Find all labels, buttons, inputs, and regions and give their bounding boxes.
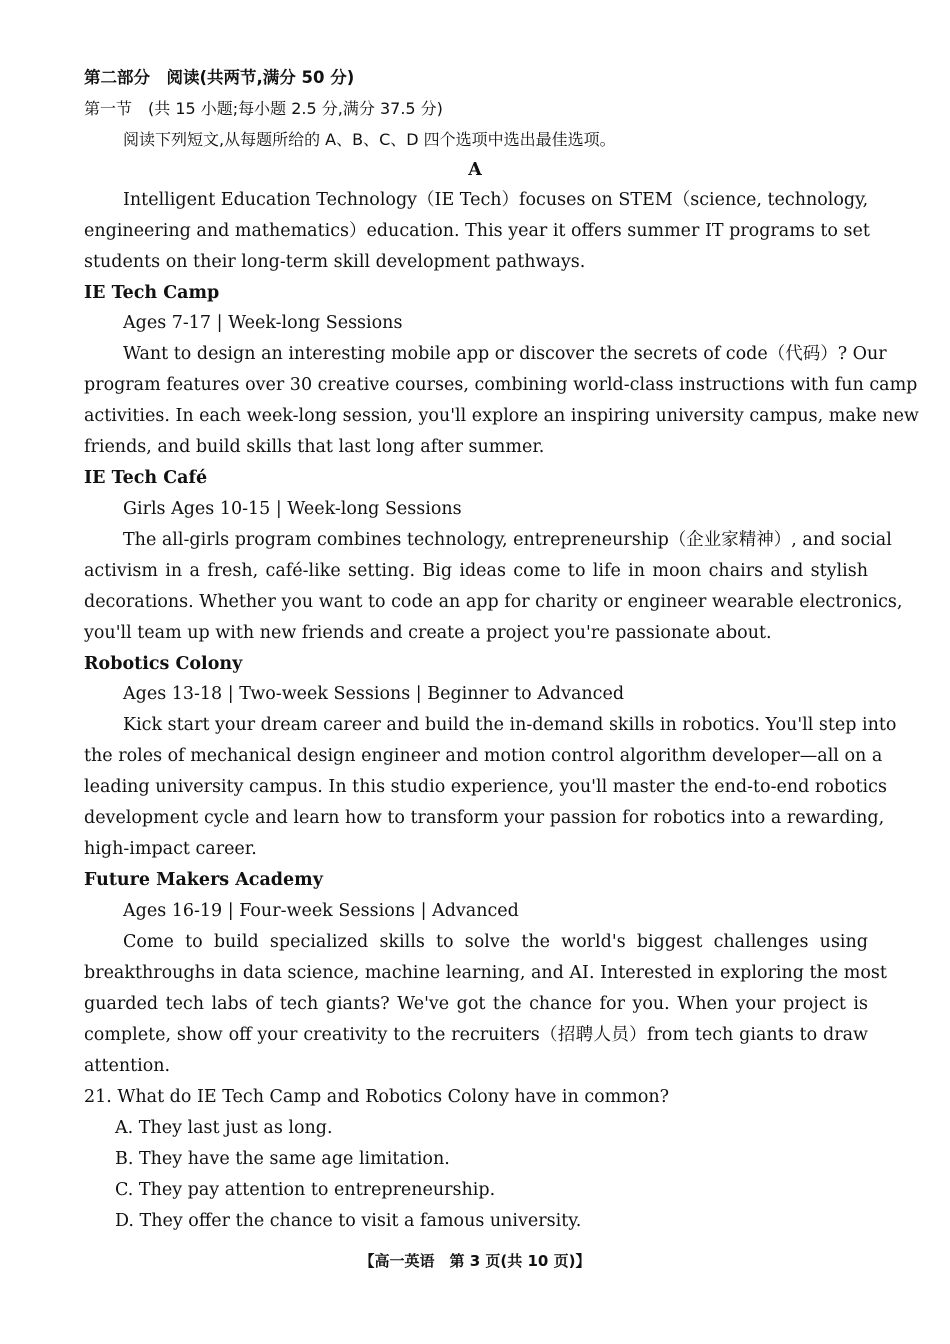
option-c: C. They pay attention to entrepreneurship. [115, 1180, 496, 1200]
section-title: 第一节 (共 15 小题;每小题 2.5 分,满分 37.5 分) [84, 99, 443, 118]
part-title: 第二部分 阅读(共两节,满分 50 分) [84, 68, 355, 87]
program-line: leading university campus. In this studio experience, you'll master the end-to-end robotics [84, 777, 887, 797]
program-line: Come to build specialized skills to solve the world's biggest challenges using [123, 932, 868, 952]
instruction: 阅读下列短文,从每题所给的 A、B、C、D 四个选项中选出最佳选项。 [123, 130, 616, 149]
page-footer: 【高一英语 第 3 页(共 10 页)】 [359, 1252, 591, 1270]
program-meta: Ages 16-19 | Four-week Sessions | Advanced [123, 901, 519, 921]
program-line: high-impact career. [84, 839, 257, 859]
program-line: decorations. Whether you want to code an app for charity or engineer wearable electronics, [84, 592, 903, 612]
program-line: complete, show off your creativity to the recruiters（招聘人员）from tech giants to draw [84, 1025, 868, 1045]
program-line: development cycle and learn how to transform your passion for robotics into a rewarding, [84, 808, 885, 828]
program-line: program features over 30 creative courses, combining world-class instructions with fun camp [84, 375, 918, 395]
option-a: A. They last just as long. [115, 1118, 333, 1138]
program-line: you'll team up with new friends and create a project you're passionate about. [84, 623, 772, 643]
passage-label: A [468, 160, 482, 180]
program-line: activities. In each week-long session, you'll explore an inspiring university campus, make new [84, 406, 919, 426]
program-line: Kick start your dream career and build the in-demand skills in robotics. You'll step into [123, 715, 897, 735]
intro-line: Intelligent Education Technology（IE Tech）focuses on STEM（science, technology, [123, 190, 869, 210]
program-line: friends, and build skills that last long after summer. [84, 437, 545, 457]
program-line: breakthroughs in data science, machine learning, and AI. Interested in exploring the most [84, 963, 887, 983]
program-meta: Ages 7-17 | Week-long Sessions [123, 313, 403, 333]
program-meta: Girls Ages 10-15 | Week-long Sessions [123, 499, 462, 519]
option-b: B. They have the same age limitation. [115, 1149, 450, 1169]
program-line: guarded tech labs of tech giants? We've got the chance for you. When your project is [84, 994, 868, 1014]
question-stem: 21. What do IE Tech Camp and Robotics Colony have in common? [84, 1087, 670, 1107]
program-heading: Robotics Colony [84, 654, 243, 674]
program-heading: IE Tech Café [84, 468, 208, 488]
program-line: The all-girls program combines technology, entrepreneurship（企业家精神）, and social [123, 530, 892, 550]
program-meta: Ages 13-18 | Two-week Sessions | Beginner to Advanced [123, 684, 625, 704]
program-heading: IE Tech Camp [84, 283, 220, 303]
program-line: Want to design an interesting mobile app or discover the secrets of code（代码）? Our [123, 344, 887, 364]
program-line: activism in a fresh, café-like setting. Big ideas come to life in moon chairs and stylish [84, 561, 868, 581]
program-line: the roles of mechanical design engineer and motion control algorithm developer—all on a [84, 746, 883, 766]
intro-line: students on their long-term skill development pathways. [84, 252, 586, 272]
intro-line: engineering and mathematics）education. This year it offers summer IT programs to set [84, 221, 870, 241]
program-heading: Future Makers Academy [84, 870, 323, 890]
option-d: D. They offer the chance to visit a famous university. [115, 1211, 582, 1231]
program-line: attention. [84, 1056, 171, 1076]
